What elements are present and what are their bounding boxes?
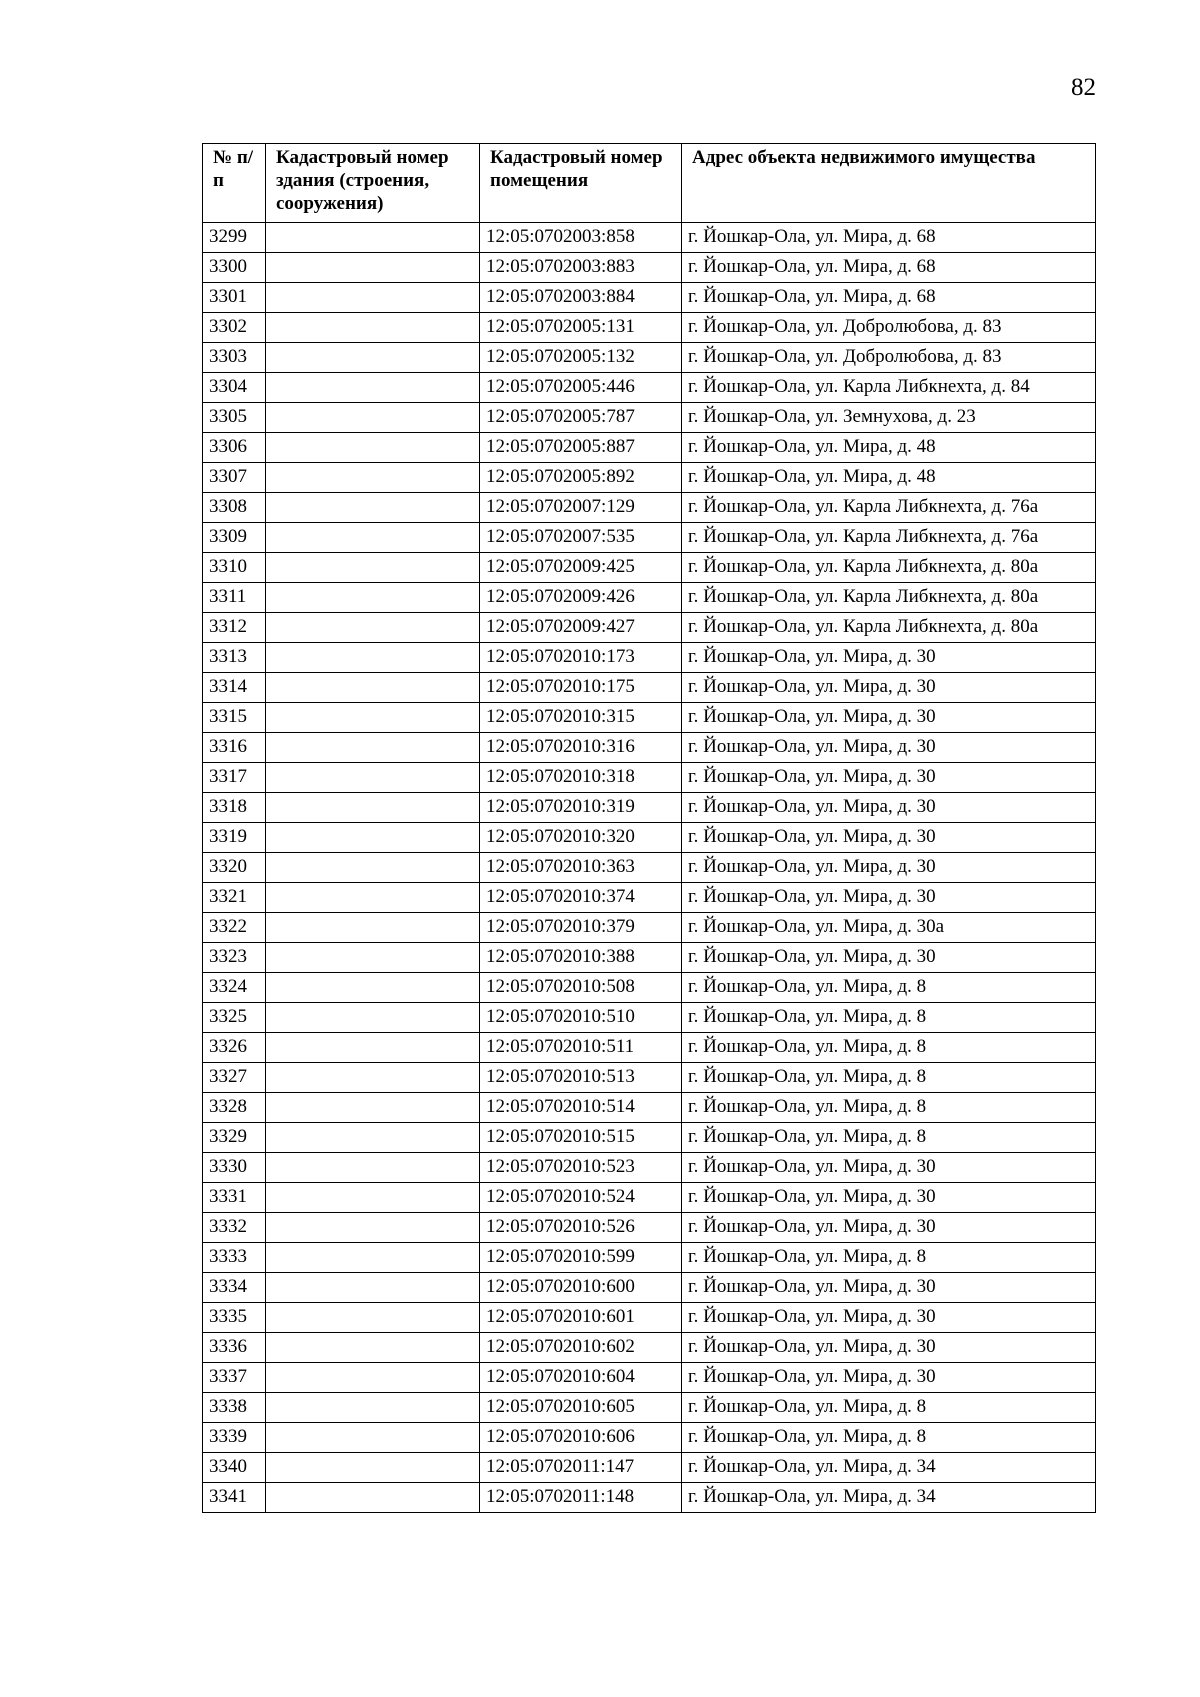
building-cadastral-number-cell: [266, 1063, 480, 1093]
table-row: [203, 883, 1096, 913]
building-cadastral-number-cell: [266, 643, 480, 673]
table-row: [203, 1483, 1096, 1513]
premises-cadastral-number-cell: 12:05:0702010:526: [480, 1213, 682, 1243]
row-number-cell: 3299: [203, 223, 266, 253]
premises-cadastral-number-cell: 12:05:0702009:427: [480, 613, 682, 643]
address-cell: г. Йошкар-Ола, ул. Мира, д. 8: [682, 1063, 1096, 1093]
address-cell: г. Йошкар-Ола, ул. Добролюбова, д. 83: [682, 343, 1096, 373]
table-row: [203, 1303, 1096, 1333]
address-cell: г. Йошкар-Ола, ул. Мира, д. 68: [682, 283, 1096, 313]
building-cadastral-number-cell: [266, 1453, 480, 1483]
building-cadastral-number-cell: [266, 493, 480, 523]
table-row: [203, 643, 1096, 673]
building-cadastral-number-cell: [266, 883, 480, 913]
header-building-cadastral-number: Кадастровый номер здания (строения, сооружения): [266, 144, 480, 223]
premises-cadastral-number-cell: 12:05:0702010:379: [480, 913, 682, 943]
building-cadastral-number-cell: [266, 763, 480, 793]
table-row: [203, 1243, 1096, 1273]
address-cell: г. Йошкар-Ола, ул. Мира, д. 30: [682, 673, 1096, 703]
premises-cadastral-number-cell: 12:05:0702010:363: [480, 853, 682, 883]
address-cell: г. Йошкар-Ола, ул. Мира, д. 8: [682, 1093, 1096, 1123]
table-row: [203, 1213, 1096, 1243]
row-number-cell: 3327: [203, 1063, 266, 1093]
building-cadastral-number-cell: [266, 613, 480, 643]
address-cell: г. Йошкар-Ола, ул. Мира, д. 30: [682, 733, 1096, 763]
address-cell: г. Йошкар-Ола, ул. Мира, д. 30: [682, 1273, 1096, 1303]
building-cadastral-number-cell: [266, 553, 480, 583]
table-row: [203, 853, 1096, 883]
premises-cadastral-number-cell: 12:05:0702010:511: [480, 1033, 682, 1063]
premises-cadastral-number-cell: 12:05:0702005:887: [480, 433, 682, 463]
table-row: [203, 1333, 1096, 1363]
premises-cadastral-number-cell: 12:05:0702010:524: [480, 1183, 682, 1213]
table-body: [203, 223, 1096, 1513]
table-row: [203, 823, 1096, 853]
premises-cadastral-number-cell: 12:05:0702010:510: [480, 1003, 682, 1033]
table-row: [203, 703, 1096, 733]
row-number-cell: 3338: [203, 1393, 266, 1423]
building-cadastral-number-cell: [266, 403, 480, 433]
premises-cadastral-number-cell: 12:05:0702003:858: [480, 223, 682, 253]
row-number-cell: 3312: [203, 613, 266, 643]
table-row: [203, 763, 1096, 793]
address-cell: г. Йошкар-Ола, ул. Карла Либкнехта, д. 80а: [682, 553, 1096, 583]
address-cell: г. Йошкар-Ола, ул. Мира, д. 34: [682, 1483, 1096, 1513]
address-cell: г. Йошкар-Ола, ул. Мира, д. 30: [682, 1333, 1096, 1363]
row-number-cell: 3300: [203, 253, 266, 283]
table-row: [203, 493, 1096, 523]
table-row: [203, 1423, 1096, 1453]
table-row: [203, 613, 1096, 643]
row-number-cell: 3301: [203, 283, 266, 313]
building-cadastral-number-cell: [266, 913, 480, 943]
row-number-cell: 3315: [203, 703, 266, 733]
building-cadastral-number-cell: [266, 1183, 480, 1213]
row-number-cell: 3340: [203, 1453, 266, 1483]
address-cell: г. Йошкар-Ола, ул. Мира, д. 30: [682, 703, 1096, 733]
building-cadastral-number-cell: [266, 823, 480, 853]
table-row: [203, 673, 1096, 703]
row-number-cell: 3330: [203, 1153, 266, 1183]
address-cell: г. Йошкар-Ола, ул. Мира, д. 30: [682, 1303, 1096, 1333]
premises-cadastral-number-cell: 12:05:0702010:605: [480, 1393, 682, 1423]
address-cell: г. Йошкар-Ола, ул. Мира, д. 30: [682, 823, 1096, 853]
address-cell: г. Йошкар-Ола, ул. Карла Либкнехта, д. 80а: [682, 583, 1096, 613]
building-cadastral-number-cell: [266, 1363, 480, 1393]
premises-cadastral-number-cell: 12:05:0702005:787: [480, 403, 682, 433]
address-cell: г. Йошкар-Ола, ул. Мира, д. 48: [682, 433, 1096, 463]
row-number-cell: 3302: [203, 313, 266, 343]
table-row: [203, 733, 1096, 763]
row-number-cell: 3304: [203, 373, 266, 403]
row-number-cell: 3322: [203, 913, 266, 943]
table-row: [203, 1183, 1096, 1213]
row-number-cell: 3339: [203, 1423, 266, 1453]
building-cadastral-number-cell: [266, 283, 480, 313]
row-number-cell: 3307: [203, 463, 266, 493]
building-cadastral-number-cell: [266, 1033, 480, 1063]
row-number-cell: 3305: [203, 403, 266, 433]
table-row: [203, 1093, 1096, 1123]
table-row: [203, 523, 1096, 553]
table-row: [203, 973, 1096, 1003]
table-row: [203, 793, 1096, 823]
row-number-cell: 3323: [203, 943, 266, 973]
table-row: [203, 373, 1096, 403]
header-premises-cadastral-number: Кадастровый номер помещения: [480, 144, 682, 223]
address-cell: г. Йошкар-Ола, ул. Мира, д. 68: [682, 223, 1096, 253]
building-cadastral-number-cell: [266, 1153, 480, 1183]
row-number-cell: 3310: [203, 553, 266, 583]
premises-cadastral-number-cell: 12:05:0702011:148: [480, 1483, 682, 1513]
premises-cadastral-number-cell: 12:05:0702010:599: [480, 1243, 682, 1273]
building-cadastral-number-cell: [266, 1483, 480, 1513]
table-row: [203, 283, 1096, 313]
row-number-cell: 3320: [203, 853, 266, 883]
building-cadastral-number-cell: [266, 673, 480, 703]
header-row: [203, 144, 1096, 223]
row-number-cell: 3326: [203, 1033, 266, 1063]
table-row: [203, 433, 1096, 463]
building-cadastral-number-cell: [266, 1093, 480, 1123]
address-cell: г. Йошкар-Ола, ул. Карла Либкнехта, д. 76а: [682, 523, 1096, 553]
premises-cadastral-number-cell: 12:05:0702010:523: [480, 1153, 682, 1183]
row-number-cell: 3335: [203, 1303, 266, 1333]
building-cadastral-number-cell: [266, 973, 480, 1003]
building-cadastral-number-cell: [266, 943, 480, 973]
row-number-cell: 3328: [203, 1093, 266, 1123]
table-row: [203, 1393, 1096, 1423]
premises-cadastral-number-cell: 12:05:0702010:508: [480, 973, 682, 1003]
premises-cadastral-number-cell: 12:05:0702010:515: [480, 1123, 682, 1153]
building-cadastral-number-cell: [266, 463, 480, 493]
address-cell: г. Йошкар-Ола, ул. Добролюбова, д. 83: [682, 313, 1096, 343]
premises-cadastral-number-cell: 12:05:0702003:883: [480, 253, 682, 283]
table-row: [203, 553, 1096, 583]
page-number: 82: [1071, 74, 1096, 101]
table-row: [203, 253, 1096, 283]
address-cell: г. Йошкар-Ола, ул. Мира, д. 30а: [682, 913, 1096, 943]
address-cell: г. Йошкар-Ола, ул. Мира, д. 30: [682, 763, 1096, 793]
premises-cadastral-number-cell: 12:05:0702010:315: [480, 703, 682, 733]
row-number-cell: 3306: [203, 433, 266, 463]
table-row: [203, 1153, 1096, 1183]
premises-cadastral-number-cell: 12:05:0702010:604: [480, 1363, 682, 1393]
premises-cadastral-number-cell: 12:05:0702010:173: [480, 643, 682, 673]
building-cadastral-number-cell: [266, 1213, 480, 1243]
building-cadastral-number-cell: [266, 1303, 480, 1333]
address-cell: г. Йошкар-Ола, ул. Мира, д. 8: [682, 1423, 1096, 1453]
premises-cadastral-number-cell: 12:05:0702003:884: [480, 283, 682, 313]
building-cadastral-number-cell: [266, 793, 480, 823]
table-row: [203, 1063, 1096, 1093]
premises-cadastral-number-cell: 12:05:0702010:316: [480, 733, 682, 763]
row-number-cell: 3316: [203, 733, 266, 763]
row-number-cell: 3319: [203, 823, 266, 853]
premises-cadastral-number-cell: 12:05:0702005:446: [480, 373, 682, 403]
row-number-cell: 3318: [203, 793, 266, 823]
address-cell: г. Йошкар-Ола, ул. Мира, д. 8: [682, 1033, 1096, 1063]
row-number-cell: 3308: [203, 493, 266, 523]
header-row-number: № п/п: [203, 144, 266, 223]
address-cell: г. Йошкар-Ола, ул. Мира, д. 30: [682, 853, 1096, 883]
building-cadastral-number-cell: [266, 1273, 480, 1303]
address-cell: г. Йошкар-Ола, ул. Мира, д. 8: [682, 1003, 1096, 1033]
building-cadastral-number-cell: [266, 433, 480, 463]
address-cell: г. Йошкар-Ола, ул. Мира, д. 34: [682, 1453, 1096, 1483]
address-cell: г. Йошкар-Ола, ул. Мира, д. 8: [682, 973, 1096, 1003]
premises-cadastral-number-cell: 12:05:0702007:535: [480, 523, 682, 553]
row-number-cell: 3329: [203, 1123, 266, 1153]
row-number-cell: 3331: [203, 1183, 266, 1213]
premises-cadastral-number-cell: 12:05:0702005:132: [480, 343, 682, 373]
premises-cadastral-number-cell: 12:05:0702010:175: [480, 673, 682, 703]
premises-cadastral-number-cell: 12:05:0702010:514: [480, 1093, 682, 1123]
premises-cadastral-number-cell: 12:05:0702010:606: [480, 1423, 682, 1453]
building-cadastral-number-cell: [266, 1003, 480, 1033]
row-number-cell: 3325: [203, 1003, 266, 1033]
premises-cadastral-number-cell: 12:05:0702007:129: [480, 493, 682, 523]
row-number-cell: 3341: [203, 1483, 266, 1513]
building-cadastral-number-cell: [266, 1333, 480, 1363]
address-cell: г. Йошкар-Ола, ул. Мира, д. 30: [682, 1363, 1096, 1393]
table-row: [203, 1273, 1096, 1303]
premises-cadastral-number-cell: 12:05:0702011:147: [480, 1453, 682, 1483]
premises-cadastral-number-cell: 12:05:0702005:131: [480, 313, 682, 343]
row-number-cell: 3314: [203, 673, 266, 703]
building-cadastral-number-cell: [266, 373, 480, 403]
row-number-cell: 3317: [203, 763, 266, 793]
building-cadastral-number-cell: [266, 253, 480, 283]
address-cell: г. Йошкар-Ола, ул. Земнухова, д. 23: [682, 403, 1096, 433]
table-row: [203, 1453, 1096, 1483]
address-cell: г. Йошкар-Ола, ул. Мира, д. 8: [682, 1393, 1096, 1423]
row-number-cell: 3309: [203, 523, 266, 553]
table-row: [203, 343, 1096, 373]
row-number-cell: 3337: [203, 1363, 266, 1393]
row-number-cell: 3332: [203, 1213, 266, 1243]
address-cell: г. Йошкар-Ола, ул. Мира, д. 8: [682, 1123, 1096, 1153]
address-cell: г. Йошкар-Ола, ул. Мира, д. 30: [682, 793, 1096, 823]
property-registry-table: [202, 143, 1096, 1513]
address-cell: г. Йошкар-Ола, ул. Мира, д. 30: [682, 1213, 1096, 1243]
row-number-cell: 3336: [203, 1333, 266, 1363]
address-cell: г. Йошкар-Ола, ул. Мира, д. 30: [682, 643, 1096, 673]
building-cadastral-number-cell: [266, 223, 480, 253]
building-cadastral-number-cell: [266, 583, 480, 613]
address-cell: г. Йошкар-Ола, ул. Мира, д. 30: [682, 1153, 1096, 1183]
table-row: [203, 943, 1096, 973]
row-number-cell: 3334: [203, 1273, 266, 1303]
row-number-cell: 3333: [203, 1243, 266, 1273]
row-number-cell: 3313: [203, 643, 266, 673]
building-cadastral-number-cell: [266, 733, 480, 763]
row-number-cell: 3311: [203, 583, 266, 613]
premises-cadastral-number-cell: 12:05:0702009:426: [480, 583, 682, 613]
premises-cadastral-number-cell: 12:05:0702009:425: [480, 553, 682, 583]
row-number-cell: 3321: [203, 883, 266, 913]
building-cadastral-number-cell: [266, 523, 480, 553]
premises-cadastral-number-cell: 12:05:0702010:388: [480, 943, 682, 973]
building-cadastral-number-cell: [266, 343, 480, 373]
premises-cadastral-number-cell: 12:05:0702010:374: [480, 883, 682, 913]
address-cell: г. Йошкар-Ола, ул. Мира, д. 30: [682, 1183, 1096, 1213]
address-cell: г. Йошкар-Ола, ул. Мира, д. 30: [682, 943, 1096, 973]
premises-cadastral-number-cell: 12:05:0702005:892: [480, 463, 682, 493]
premises-cadastral-number-cell: 12:05:0702010:513: [480, 1063, 682, 1093]
premises-cadastral-number-cell: 12:05:0702010:602: [480, 1333, 682, 1363]
address-cell: г. Йошкар-Ола, ул. Карла Либкнехта, д. 84: [682, 373, 1096, 403]
table-row: [203, 583, 1096, 613]
address-cell: г. Йошкар-Ола, ул. Мира, д. 48: [682, 463, 1096, 493]
address-cell: г. Йошкар-Ола, ул. Мира, д. 8: [682, 1243, 1096, 1273]
table-row: [203, 1003, 1096, 1033]
table-row: [203, 403, 1096, 433]
premises-cadastral-number-cell: 12:05:0702010:601: [480, 1303, 682, 1333]
premises-cadastral-number-cell: 12:05:0702010:600: [480, 1273, 682, 1303]
table-row: [203, 223, 1096, 253]
table-row: [203, 913, 1096, 943]
building-cadastral-number-cell: [266, 313, 480, 343]
building-cadastral-number-cell: [266, 1423, 480, 1453]
premises-cadastral-number-cell: 12:05:0702010:318: [480, 763, 682, 793]
building-cadastral-number-cell: [266, 703, 480, 733]
premises-cadastral-number-cell: 12:05:0702010:320: [480, 823, 682, 853]
table-header: [203, 144, 1096, 223]
address-cell: г. Йошкар-Ола, ул. Карла Либкнехта, д. 76а: [682, 493, 1096, 523]
table-row: [203, 1363, 1096, 1393]
row-number-cell: 3324: [203, 973, 266, 1003]
table-row: [203, 463, 1096, 493]
table-row: [203, 1123, 1096, 1153]
row-number-cell: 3303: [203, 343, 266, 373]
table-row: [203, 1033, 1096, 1063]
header-address: Адрес объекта недвижимого имущества: [682, 144, 1096, 223]
address-cell: г. Йошкар-Ола, ул. Мира, д. 68: [682, 253, 1096, 283]
building-cadastral-number-cell: [266, 1243, 480, 1273]
address-cell: г. Йошкар-Ола, ул. Карла Либкнехта, д. 80а: [682, 613, 1096, 643]
address-cell: г. Йошкар-Ола, ул. Мира, д. 30: [682, 883, 1096, 913]
building-cadastral-number-cell: [266, 1123, 480, 1153]
building-cadastral-number-cell: [266, 853, 480, 883]
building-cadastral-number-cell: [266, 1393, 480, 1423]
table-row: [203, 313, 1096, 343]
premises-cadastral-number-cell: 12:05:0702010:319: [480, 793, 682, 823]
